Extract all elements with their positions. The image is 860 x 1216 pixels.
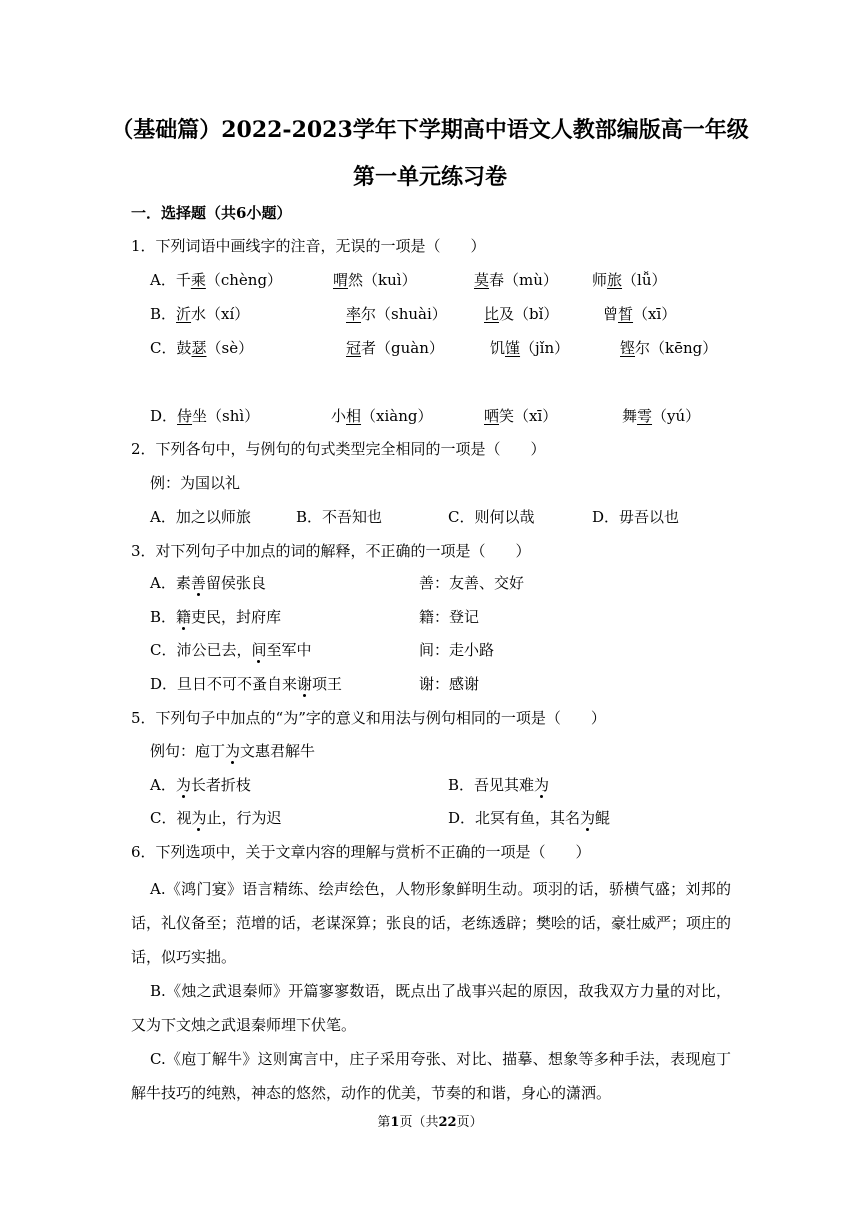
q6-option-b: B.《烛之武退秦师》开篇寥寥数语，既点出了战事兴起的原因，敌我双方力量的对比，又为下文烛之武退秦师埋下伏笔。 (131, 982, 731, 1034)
q5-option-d: D．北冥有鱼，其名为鲲 (448, 809, 611, 827)
q1-option-d3: 哂笑（xī） (484, 407, 558, 425)
q1-option-d4: 舞雩（yú） (622, 407, 701, 425)
q3-explanation-a: 善：友善、交好 (419, 574, 525, 592)
q5-option-c: C．视为止，行为迟 (150, 809, 282, 827)
q3-option-a: A．素善留侯张良 (150, 574, 266, 592)
q3-option-d: D．旦日不可不蚤自来谢项王 (150, 675, 343, 693)
q6-option-c: C.《庖丁解牛》这则寓言中，庄子采用夸张、对比、描摹、想象等多种手法，表现庖丁解牛技巧的纯熟，神态的悠然，动作的优美，节奏的和谐，身心的潇洒。 (131, 1050, 731, 1102)
q1-option-c1: C．鼓瑟（sè） (150, 339, 254, 357)
q2-example: 例：为国以礼 (150, 474, 241, 492)
q1-option-d1: D．侍坐（shì） (150, 407, 260, 425)
q1-stem: 1．下列词语中画线字的注音，无误的一项是（ ） (131, 237, 486, 255)
q2-option-c: C．则何以哉 (448, 508, 535, 526)
q1-option-c3: 饥馑（jǐn） (490, 339, 570, 357)
q2-stem: 2．下列各句中，与例句的句式类型完全相同的一项是（ ） (131, 440, 546, 458)
q1-option-b3: 比及（bǐ） (484, 305, 559, 323)
q3-explanation-c: 间：走小路 (419, 641, 495, 659)
page-footer: 第1页（共22页） (377, 1115, 483, 1130)
q2-option-b: B．不吾知也 (296, 508, 383, 526)
q5-stem: 5．下列句子中加点的“为”字的意义和用法与例句相同的一项是（ ） (131, 709, 606, 727)
q3-option-c: C．沛公已去，间至军中 (150, 641, 312, 659)
q1-option-b1: B．沂水（xí） (150, 305, 250, 323)
q1-option-a2: 喟然（kuì） (333, 271, 417, 289)
title-line-1: （基础篇）2022-2023学年下学期高中语文人教部编版高一年级 (111, 117, 749, 143)
q2-option-a: A．加之以师旅 (150, 508, 251, 526)
q1-option-b2: 率尔（shuài） (346, 305, 447, 323)
q1-option-c2: 冠者（guàn） (346, 339, 444, 357)
q1-option-b4: 曾皙（xī） (603, 305, 677, 323)
q1-option-d2: 小相（xiàng） (331, 407, 433, 425)
q3-option-b: B．籍吏民，封府库 (150, 608, 282, 626)
q5-option-b: B．吾见其难为 (448, 776, 550, 794)
q6-option-a: A.《鸿门宴》语言精练、绘声绘色，人物形象鲜明生动。项羽的话，骄横气盛；刘邦的话，礼仪备至；范增的话，老谋深算；张良的话，老练透辟；樊哙的话，豪壮威严；项庄的话，似巧实拙。 (131, 880, 732, 966)
q1-option-a3: 莫春（mù） (474, 271, 558, 289)
q1-option-a1: A．千乘（chèng） (150, 271, 283, 289)
q5-example: 例句：庖丁为文惠君解牛 (150, 742, 316, 760)
q6-stem: 6．下列选项中，关于文章内容的理解与赏析不正确的一项是（ ） (131, 843, 591, 861)
section-heading: 一．选择题（共6小题） (131, 204, 292, 222)
q3-explanation-d: 谢：感谢 (419, 675, 480, 693)
q1-option-a4: 师旅（lǚ） (592, 271, 667, 289)
q1-option-c4: 铿尔（kēng） (620, 339, 718, 357)
q3-explanation-b: 籍：登记 (419, 608, 480, 626)
q2-option-d: D．毋吾以也 (592, 508, 680, 526)
title-line-2: 第一单元练习卷 (352, 164, 507, 190)
q5-option-a: A．为长者折枝 (150, 776, 251, 794)
q3-stem: 3．对下列句子中加点的词的解释，不正确的一项是（ ） (131, 542, 531, 560)
